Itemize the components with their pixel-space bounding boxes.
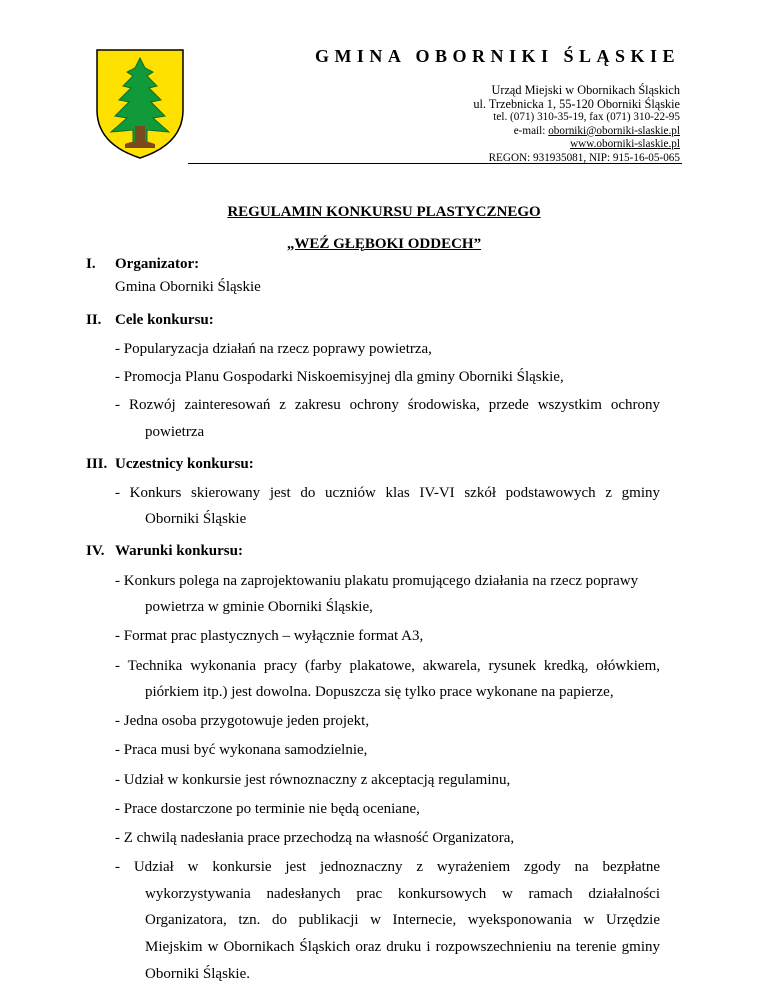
office-email-line — [473, 125, 680, 139]
list-item-continuation: Oborniki Śląskie — [145, 511, 247, 528]
coat-of-arms-icon — [95, 48, 185, 160]
section-text: Gmina Oborniki Śląskie — [115, 278, 261, 295]
email-prefix: e-mail: — [513, 124, 549, 137]
list-item-continuation: wykorzystywania nadesłanych prac konkursowych w ramach działalności — [145, 885, 660, 902]
list-item: - Konkurs polega na zaprojektowaniu plakatu promującego działania na rzecz poprawy — [115, 572, 639, 589]
section-number: IV. — [86, 543, 105, 560]
section-title: Cele konkursu: — [115, 311, 214, 328]
office-ids: REGON: 931935081, NIP: 915-16-05-065 — [488, 151, 680, 164]
website-link[interactable]: www.oborniki-slaskie.pl — [570, 138, 680, 151]
list-item-continuation: Miejskim w Obornikach Śląskich oraz druku i rozpowszechnieniu na terenie gminy — [145, 939, 660, 955]
list-item: - Prace dostarczone po terminie nie będą oceniane, — [115, 800, 420, 817]
list-item: - Praca musi być wykonana samodzielnie, — [115, 742, 368, 759]
list-item-continuation: Organizatora, tzn. do publikacji w Internecie, wyeksponowania w Urzędzie — [145, 912, 660, 928]
office-name: Urząd Miejski w Obornikach Śląskich — [491, 83, 680, 97]
office-phone: tel. (071) 310-35-19, fax (071) 310-22-95 — [493, 111, 680, 124]
list-item: - Jedna osoba przygotowuje jeden projekt, — [115, 713, 370, 730]
list-item: - Promocja Planu Gospodarki Niskoemisyjnej dla gminy Oborniki Śląskie, — [115, 369, 564, 386]
list-item-continuation: piórkiem itp.) jest dowolna. Dopuszcza się tylko prace wykonane na papierze, — [145, 683, 614, 700]
list-item-continuation: powietrza — [145, 423, 205, 440]
list-item: - Popularyzacja działań na rzecz poprawy powietrza, — [115, 340, 432, 357]
list-item: - Udział w konkursie jest równoznaczny z akceptacją regulaminu, — [115, 771, 511, 788]
list-item-continuation: Oborniki Śląskie. — [145, 966, 250, 982]
section-title: Organizator: — [115, 256, 200, 272]
section-number: II. — [86, 311, 102, 328]
document-title: REGULAMIN KONKURSU PLASTYCZNEGO — [227, 204, 541, 220]
office-address: ul. Trzebnicka 1, 55-120 Oborniki Śląskie — [473, 96, 680, 111]
list-item: - Rozwój zainteresowań z zakresu ochrony środowiska, przede wszystkim ochrony — [115, 397, 660, 414]
list-item-continuation: powietrza w gminie Oborniki Śląskie, — [145, 599, 373, 616]
list-item: - Konkurs skierowany jest do uczniów klas IV-VI szkół podstawowych z gminy — [115, 485, 660, 502]
section-title: Uczestnicy konkursu: — [115, 455, 254, 472]
contact-block — [473, 84, 680, 166]
list-item: - Z chwilą nadesłania prace przechodzą na własność Organizatora, — [115, 830, 515, 846]
list-item: - Format prac plastycznych – wyłącznie format A3, — [115, 628, 424, 645]
header-divider — [188, 163, 682, 164]
email-link[interactable]: oborniki@oborniki-slaskie.pl — [548, 124, 680, 137]
list-item: - Udział w konkursie jest jednoznaczny z wyrażeniem zgody na bezpłatne — [115, 859, 660, 876]
gmina-title: GMINA OBORNIKI ŚLĄSKIE — [314, 46, 680, 66]
list-item: - Technika wykonania pracy (farby plakatowe, akwarela, rysunek kredką, ołówkiem, — [115, 657, 660, 674]
section-title: Warunki konkursu: — [115, 543, 243, 560]
section-number: III. — [86, 455, 108, 472]
section-number: I. — [86, 256, 96, 272]
document-subtitle: „WEŹ GŁĘBOKI ODDECH” — [286, 236, 482, 252]
